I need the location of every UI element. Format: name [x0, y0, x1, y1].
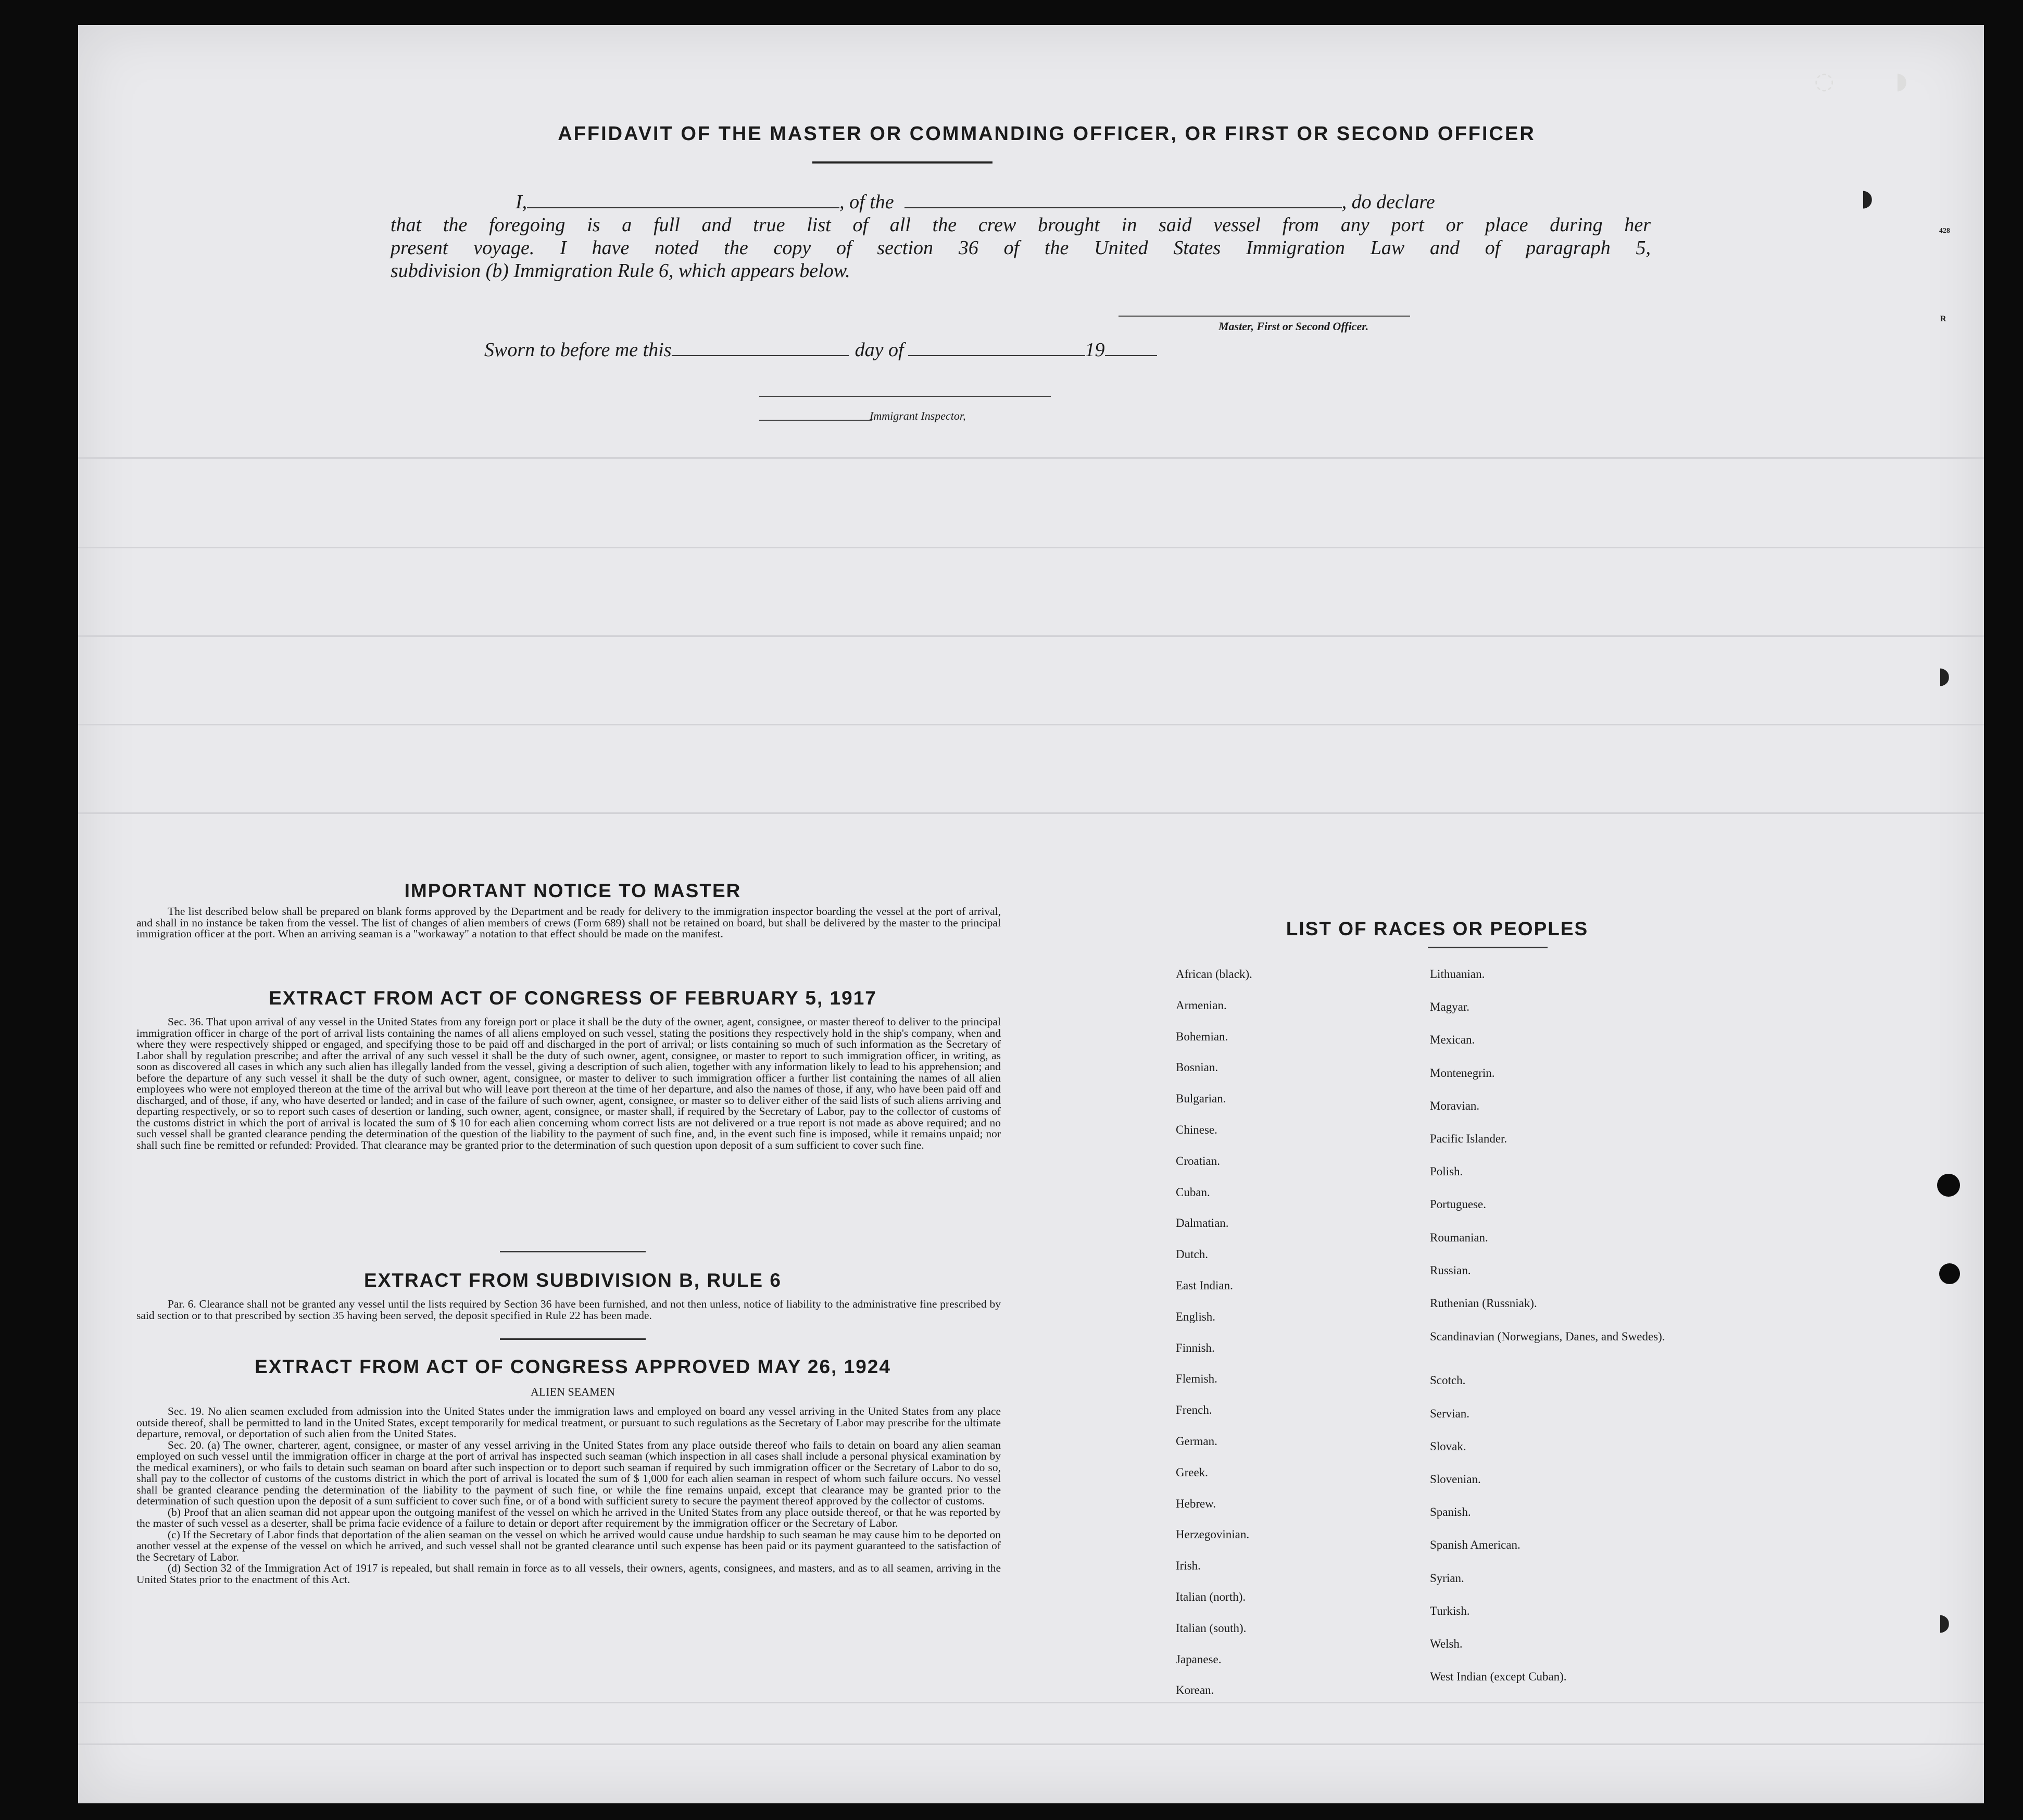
rule6-paragraph: Par. 6. Clearance shall not be granted any vessel until the lists required by Section 36 have been furnished, and not then unless, notice of liability to the administrative fine prescribed by said section or to that prescribed by section 35 having been served, the deposit specified in Rule 22 has been made.: [136, 1298, 1001, 1322]
affidavit-body: [391, 191, 1651, 282]
binder-hole: [1939, 1263, 1960, 1284]
notice-text: [136, 906, 1001, 940]
extract-1924-text: [136, 1406, 1001, 1585]
race-item: Montenegrin.: [1430, 1066, 1495, 1080]
race-item: Bosnian.: [1176, 1061, 1218, 1074]
race-item: German.: [1176, 1435, 1217, 1448]
sworn-text: Sworn to before me this: [484, 339, 672, 361]
race-item: Croatian.: [1176, 1154, 1220, 1168]
extract-1917-paragraph: Sec. 36. That upon arrival of any vessel in the United States from any foreign port or place it shall be the duty of the owner, agent, consignee, or master thereof to deliver to the principal immigration officer in charge of the port of arrival lists containing the names of all aliens employed on such vessel, stating the positions they respectively hold in the ship's company, when and where they were respectively shipped or engaged, and specifying those to be paid off and discharged in the port of arrival; or lists containing so much of such information as the Secretary of Labor shall by regulation prescribe; and after the arrival of any such vessel it shall be the duty of such owner, agent, consignee, or master to report to such immigration officer, in writing, as soon as discovered all cases in which any such alien has illegally landed from the vessel, giving a description of such alien, together with any information likely to lead to his apprehension; and before the departure of any such vessel it shall be the duty of such owner, agent, consignee, or master to deliver to such immigration officer a further list containing the names of all alien employees who were not employed thereon at the time of the arrival but who will leave port thereon at the time of her departure, and also the names of those, if any, who have been paid off and discharged, and of those, if any, who have deserted or landed; and in case of the failure of such owner, agent, consignee, or master so to deliver either of the said lists of such aliens arriving and departing respectively, or so to report such cases of desertion or landing, such owner, agent, consignee, or master shall, if required by the Secretary of Labor, pay to the collector of customs of the customs district in which the port of arrival is located the sum of $ 10 for each alien concerning whom correct lists are not delivered or a true report is not made as above required; and no such vessel shall be granted clearance pending the determination of the question of the liability to the payment of such fine, and, in the event such fine is imposed, while it remains unpaid; nor shall such fine be remitted or refunded: Provided. That clearance may be granted prior to the determination of such question upon deposit of a sum sufficient to cover such fine.: [136, 1015, 1001, 1151]
master-caption: Master, First or Second Officer.: [1218, 320, 1369, 333]
extract-1924-sec20b: (b) Proof that an alien seaman did not appear upon the outgoing manifest of the vessel on which he arrived in the United States from any place outside thereof, or that he was reported by the master of such vessel as a deserter, shall be prima facie evidence of a failure to detain or deport after requirement by the immigration officer or the Secretary of Labor.: [136, 1505, 1001, 1529]
race-item: Slovenian.: [1430, 1473, 1481, 1486]
extract-1924-sec20d: (d) Section 32 of the Immigration Act of 1917 is repealed, but shall remain in force as to all vessels, their owners, agents, consignees, and masters, and as to all seamen, arriving in the United States prior to the enactment of this Act.: [136, 1562, 1001, 1586]
ruled-line: [78, 635, 1984, 637]
race-item: Portuguese.: [1430, 1198, 1486, 1211]
race-item: Pacific Islander.: [1430, 1132, 1507, 1145]
race-item: Lithuanian.: [1430, 968, 1485, 981]
race-item: Italian (south).: [1176, 1621, 1247, 1635]
race-item: Bohemian.: [1176, 1030, 1228, 1043]
ruled-line: [78, 724, 1984, 725]
ruled-line: [78, 812, 1984, 814]
sworn-line: [484, 338, 1157, 361]
affidavit-of-the: , of the: [839, 191, 894, 213]
race-item: Moravian.: [1430, 1099, 1480, 1112]
vessel-blank[interactable]: [904, 192, 1342, 208]
binder-mark-icon: ◌: [1814, 68, 1834, 94]
race-item: Slovak.: [1430, 1439, 1466, 1453]
races-title-underline: [1428, 947, 1548, 948]
affidavit-line-3: present voyage. I have noted the copy of section 36 of the United States Immigration Law and of paragraph 5,: [391, 237, 1651, 259]
binder-hole: [1937, 1174, 1960, 1197]
race-item: English.: [1176, 1310, 1216, 1323]
race-item: Dutch.: [1176, 1248, 1208, 1261]
notice-paragraph: The list described below shall be prepared on blank forms approved by the Department and be ready for delivery to the immigration inspector boarding the vessel at the port of arrival, and shall in no instance be taken from the vessel. The list of changes of alien members of crews (Form 689) shall not be retained on board, but shall be delivered by the master to the principal immigration officer at the port. When an arriving seaman is a "workaway" a notation to that effect should be made on the manifest.: [136, 905, 1001, 940]
master-signature-line[interactable]: [1119, 316, 1410, 317]
race-item: Hebrew.: [1176, 1497, 1216, 1510]
binder-mark-icon: ◗: [1938, 662, 1951, 689]
year-prefix: 19: [1085, 339, 1105, 361]
race-item: Spanish American.: [1430, 1538, 1521, 1552]
race-item: Polish.: [1430, 1165, 1463, 1178]
race-item: Finnish.: [1176, 1341, 1215, 1354]
binder-mark-icon: ◗: [1938, 1609, 1951, 1636]
race-item: Turkish.: [1430, 1604, 1470, 1617]
ruled-line: [78, 547, 1984, 548]
race-item: Servian.: [1430, 1407, 1470, 1420]
race-item: African (black).: [1176, 968, 1252, 981]
race-item: Armenian.: [1176, 998, 1227, 1012]
notice-title: IMPORTANT NOTICE TO MASTER: [404, 880, 742, 901]
inspector-signature-line[interactable]: [759, 396, 1051, 397]
race-item: Japanese.: [1176, 1652, 1222, 1666]
ruled-line: [78, 457, 1984, 459]
affidavit-i: I,: [516, 191, 527, 213]
race-item: Roumanian.: [1430, 1231, 1488, 1244]
race-item: Greek.: [1176, 1465, 1208, 1479]
race-item: Scandinavian (Norwegians, Danes, and Swedes).: [1430, 1330, 1665, 1344]
race-item: Spanish.: [1430, 1505, 1471, 1519]
race-item: Welsh.: [1430, 1637, 1463, 1650]
race-item: Russian.: [1430, 1263, 1471, 1277]
section-divider: [500, 1251, 646, 1252]
race-item: French.: [1176, 1403, 1212, 1417]
sworn-day-blank[interactable]: [672, 340, 849, 356]
race-item: Cuban.: [1176, 1185, 1210, 1199]
extract-1924-sec20a: Sec. 20. (a) The owner, charterer, agent, consignee, or master of any vessel arriving in the United States from any place outside thereof who fails to detain on board any alien seaman employed on such vessel until the immigration officer in charge at the port of arrival has inspected such seaman (which inspection in all cases shall include a personal physical examination by the medical examiners), or who fails to detain such seaman on board after such inspection or to deport such seaman if required by such immigration officer or the Secretary of Labor to do so, shall pay to the collector of customs of the customs district in which the port of arrival is located the sum of $ 1,000 for each alien seaman in respect of whom such failure occurs. No vessel shall be granted clearance pending the determination of the liability to the payment of such fine, or while the fine remains unpaid, except that clearance may be granted prior to the determination of such question upon the deposit of a sum sufficient to cover such fine, or of a bond with sufficient surety to secure the payment thereof approved by the collector of customs.: [136, 1438, 1001, 1507]
race-item: Scotch.: [1430, 1374, 1466, 1387]
affidavit-title: AFFIDAVIT OF THE MASTER OR COMMANDING OFFICER, OR FIRST OR SECOND OFFICER: [558, 123, 1536, 145]
race-item: Herzegovinian.: [1176, 1528, 1250, 1541]
inspector-caption: Immigrant Inspector,: [870, 409, 966, 422]
race-item: Syrian.: [1430, 1571, 1464, 1585]
race-item: Italian (north).: [1176, 1590, 1246, 1603]
extract-1924-sec20c: (c) If the Secretary of Labor finds that deportation of the alien seaman on the vessel on which he arrived would cause undue hardship to such seaman he may cause him to be deported on another vessel at the expense of the vessel on which he arrived, and such vessel shall not be granted clearance until such expense has been paid or its payment guaranteed to the satisfaction of the Secretary of Labor.: [136, 1528, 1001, 1563]
section-divider: [500, 1338, 646, 1340]
extract-1917-text: [136, 1016, 1001, 1151]
affidavit-do-declare: , do declare: [1341, 191, 1435, 213]
race-item: Irish.: [1176, 1559, 1201, 1573]
ruled-line: [78, 1743, 1984, 1745]
sworn-month-blank[interactable]: [908, 340, 1085, 356]
affidavit-line-2: that the foregoing is a full and true list of all the crew brought in said vessel from any port or place during her: [391, 214, 1651, 236]
race-item: Chinese.: [1176, 1123, 1217, 1136]
binder-mark-icon: ◗: [1861, 185, 1874, 211]
edge-stamp-number: 428: [1939, 227, 1950, 235]
edge-stamp-r: R: [1940, 315, 1946, 323]
rule6-text: [136, 1299, 1001, 1321]
ruled-line: [78, 1702, 1984, 1703]
name-blank[interactable]: [527, 192, 839, 208]
race-item: Korean.: [1176, 1684, 1214, 1697]
race-item: Dalmatian.: [1176, 1216, 1229, 1230]
rule6-title: EXTRACT FROM SUBDIVISION B, RULE 6: [364, 1270, 782, 1291]
sworn-year-blank[interactable]: [1105, 340, 1157, 356]
race-item: Ruthenian (Russniak).: [1430, 1297, 1537, 1310]
race-item: Flemish.: [1176, 1372, 1217, 1386]
extract-1917-title: EXTRACT FROM ACT OF CONGRESS OF FEBRUARY 5, 1917: [269, 987, 877, 1009]
affidavit-line-4: subdivision (b) Immigration Rule 6, which appears below.: [391, 260, 850, 282]
title-underline: [812, 161, 992, 164]
day-of-text: day of: [855, 339, 904, 361]
manifest-sheet: [78, 25, 1984, 1803]
race-item: Magyar.: [1430, 1000, 1470, 1014]
inspector-short-line: [759, 420, 872, 421]
extract-1924-sec19: Sec. 19. No alien seamen excluded from admission into the United States under the immigration laws and employed on board any vessel arriving in the United States from any place outside thereof, shall be permitted to land in the United States, except temporarily for medical treatment, or pursuant to such regulations as the Secretary of Labor may prescribe for the ultimate departure, removal, or deportation of such alien from the United States.: [136, 1405, 1001, 1440]
race-item: East Indian.: [1176, 1279, 1233, 1292]
extract-1924-title: EXTRACT FROM ACT OF CONGRESS APPROVED MAY 26, 1924: [255, 1356, 891, 1377]
alien-seamen-subtitle: ALIEN SEAMEN: [531, 1385, 615, 1398]
races-title: LIST OF RACES OR PEOPLES: [1286, 918, 1589, 939]
binder-mark-icon: ◗: [1895, 68, 1908, 94]
race-item: Mexican.: [1430, 1033, 1475, 1047]
race-item: Bulgarian.: [1176, 1092, 1226, 1106]
affidavit-line-1: [391, 191, 1651, 214]
race-item: West Indian (except Cuban).: [1430, 1670, 1567, 1684]
